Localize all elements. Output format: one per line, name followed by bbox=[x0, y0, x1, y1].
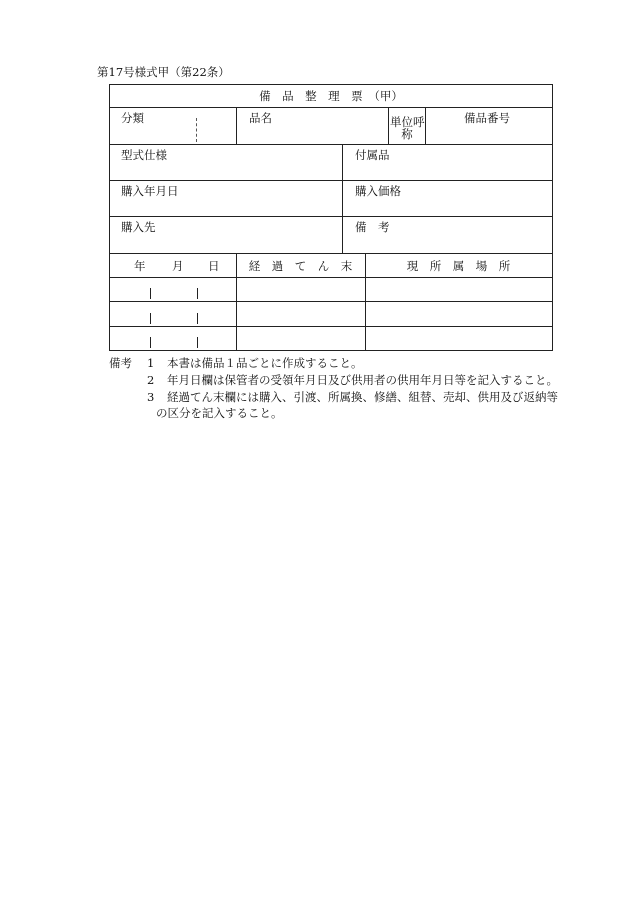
row-divider bbox=[109, 144, 553, 145]
row-divider bbox=[109, 253, 553, 254]
unit-name-label-line1: 単位呼 bbox=[390, 115, 425, 129]
day-header: 日 bbox=[208, 259, 220, 273]
date-tick bbox=[197, 337, 198, 348]
note-number: 2 bbox=[147, 373, 155, 387]
purchase-price-label: 購入価格 bbox=[355, 184, 401, 198]
year-header: 年 bbox=[134, 259, 146, 273]
item-name-label: 品名 bbox=[249, 111, 272, 125]
notes-label: 備考 bbox=[109, 356, 132, 370]
month-header: 月 bbox=[172, 259, 184, 273]
row-divider bbox=[109, 216, 553, 217]
table-border-left bbox=[109, 84, 110, 351]
classification-dashed-divider bbox=[196, 118, 197, 142]
model-spec-label: 型式仕様 bbox=[121, 148, 167, 162]
date-tick bbox=[150, 313, 151, 324]
note-number: 3 bbox=[147, 390, 155, 404]
form-number: 第17号様式甲（第22条） bbox=[97, 65, 230, 79]
remarks-label: 備 考 bbox=[355, 220, 390, 234]
date-tick bbox=[150, 337, 151, 348]
date-tick bbox=[197, 313, 198, 324]
note-text-continuation: の区分を記入すること。 bbox=[156, 406, 283, 420]
column-divider bbox=[388, 107, 389, 144]
note-text: 経過てん末欄には購入、引渡、所属換、修繕、組替、売却、供用及び返納等 bbox=[167, 390, 558, 404]
row-divider bbox=[109, 277, 553, 278]
note-number: 1 bbox=[147, 356, 155, 370]
note-text: 年月日欄は保管者の受領年月日及び供用者の供用年月日等を記入すること。 bbox=[167, 373, 558, 387]
table-title: 備 品 整 理 票 （甲） bbox=[259, 89, 403, 103]
column-divider bbox=[342, 144, 343, 253]
row-divider bbox=[109, 326, 553, 327]
date-tick bbox=[150, 288, 151, 299]
table-border-bottom bbox=[109, 350, 553, 351]
unit-name-label-line2: 称 bbox=[401, 127, 413, 141]
table-border-right bbox=[552, 84, 553, 351]
row-divider bbox=[109, 107, 553, 108]
row-divider bbox=[109, 301, 553, 302]
history-header: 経 過 て ん 末 bbox=[248, 259, 353, 273]
column-divider bbox=[236, 107, 237, 144]
table-border-top bbox=[109, 84, 553, 85]
date-tick bbox=[197, 288, 198, 299]
purchase-date-label: 購入年月日 bbox=[121, 184, 179, 198]
accessories-label: 付属品 bbox=[355, 148, 390, 162]
classification-label: 分類 bbox=[121, 111, 144, 125]
item-number-label: 備品番号 bbox=[464, 111, 510, 125]
note-text: 本書は備品１品ごとに作成すること。 bbox=[167, 356, 363, 370]
location-header: 現 所 属 場 所 bbox=[406, 259, 511, 273]
row-divider bbox=[109, 180, 553, 181]
supplier-label: 購入先 bbox=[121, 220, 156, 234]
column-divider bbox=[425, 107, 426, 144]
